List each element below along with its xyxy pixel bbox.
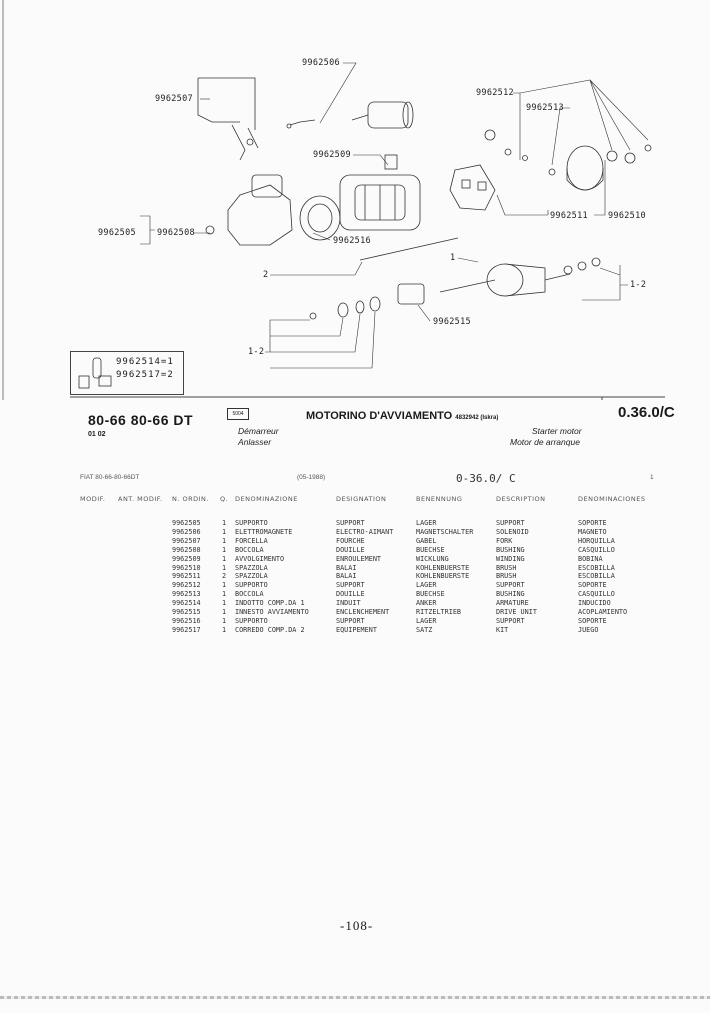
callout-9962516: 9962516	[333, 236, 371, 246]
meta-date: (05-1988)	[297, 474, 326, 481]
cell-fr: BALAI	[336, 563, 357, 572]
cell-en: BRUSH	[496, 572, 517, 581]
callout-9962511: 9962511	[550, 211, 588, 221]
meta-model: FIAT 80-66-80-66DT	[80, 474, 140, 481]
cell-en: SUPPORT	[496, 519, 525, 527]
cell-fr: SUPPORT	[336, 519, 365, 527]
col-modif: MODIF.	[80, 495, 106, 503]
col-designation: DESIGNATION	[336, 495, 387, 503]
cell-de: LAGER	[416, 519, 437, 527]
callout-9962513: 9962513	[526, 103, 564, 113]
cell-de: BUECHSE	[416, 590, 445, 599]
cell-es: INDUCIDO	[578, 599, 611, 608]
cell-q: 1	[222, 581, 227, 590]
cell-it: INDOTTO COMP.DA 1	[235, 599, 305, 608]
rod-part	[360, 238, 458, 260]
cell-es: ESCOBILLA	[578, 572, 615, 581]
cell-q: 1	[222, 519, 227, 527]
housing-part	[206, 175, 340, 245]
cell-n: 9962516	[172, 616, 201, 625]
callout-2: 2	[263, 270, 269, 280]
cell-es: SOPORTE	[578, 581, 607, 590]
cell-es: CASQUILLO	[578, 545, 615, 554]
armature-part	[440, 258, 600, 296]
cell-it: SUPPORTO	[235, 519, 268, 527]
cell-de: GABEL	[416, 536, 437, 545]
table-row	[0, 590, 710, 599]
cell-n: 9962507	[172, 536, 201, 545]
cell-q: 1	[222, 536, 227, 545]
cell-n: 9962506	[172, 527, 201, 536]
callout-9962505: 9962505	[98, 228, 136, 238]
cell-n: 9962510	[172, 563, 201, 572]
cell-n: 9962509	[172, 554, 201, 563]
cell-fr: DOUILLE	[336, 545, 365, 554]
cell-es: CASQUILLO	[578, 590, 615, 599]
cell-q: 1	[222, 545, 227, 554]
table-row	[0, 608, 710, 617]
cell-de: SATZ	[416, 625, 433, 634]
callout-9962507: 9962507	[155, 94, 193, 104]
cell-n: 9962513	[172, 590, 201, 599]
callout-1: 1	[450, 253, 456, 263]
cell-es: HORQUILLA	[578, 536, 615, 545]
col-benennung: BENENNUNG	[416, 495, 463, 503]
table-row	[0, 537, 710, 546]
callout-9962508: 9962508	[157, 228, 195, 238]
cell-de: MAGNETSCHALTER	[416, 527, 474, 536]
winding-part	[340, 155, 420, 230]
cell-en: BRUSH	[496, 563, 517, 572]
cell-q: 2	[222, 572, 227, 581]
callout-9962512: 9962512	[476, 88, 514, 98]
cell-de: LAGER	[416, 581, 437, 590]
cell-it: BOCCOLA	[235, 545, 264, 554]
brush-holder-part	[450, 130, 528, 210]
cell-q: 1	[222, 563, 227, 572]
title-text: MOTORINO D'AVVIAMENTO	[306, 410, 453, 422]
cell-es: ESCOBILLA	[578, 563, 615, 572]
col-n-ordin: N. ORDIN.	[172, 495, 209, 503]
cell-fr: SUPPORT	[336, 581, 365, 590]
title-es: Motor de arranque	[510, 437, 580, 447]
cell-fr: ELECTRO-AIMANT	[336, 527, 394, 536]
col-description: DESCRIPTION	[496, 495, 546, 503]
cell-es: SOPORTE	[578, 616, 607, 625]
cell-fr: SUPPORT	[336, 616, 365, 625]
meta-sheet-number: 1	[650, 474, 654, 481]
callout-9962510: 9962510	[608, 211, 646, 221]
fork-part	[198, 78, 258, 160]
cell-q: 1	[222, 599, 227, 608]
cell-en: FORK	[496, 536, 513, 545]
col-q: Q.	[220, 495, 229, 503]
cell-es: JUEGO	[578, 625, 599, 634]
callout-9962509: 9962509	[313, 150, 351, 160]
meta-reference: 0-36.0/ C	[456, 472, 516, 485]
col-denominazione: DENOMINAZIONE	[235, 495, 298, 503]
cell-fr: EQUIPEMENT	[336, 625, 377, 634]
cell-fr: INDUIT	[336, 599, 361, 608]
title-de: Anlasser	[238, 437, 272, 447]
scan-edge	[0, 996, 710, 999]
cell-de: KOHLENBUERSTE	[416, 572, 470, 581]
cell-en: DRIVE UNIT	[496, 608, 537, 616]
cell-n: 9962512	[172, 581, 201, 590]
cell-it: SUPPORTO	[235, 581, 268, 590]
callout-1-2-right: 1-2	[630, 280, 647, 290]
group-reference: 0.36.0/C	[618, 404, 675, 421]
model-variants: 01 02	[88, 431, 106, 438]
page-number: -108-	[340, 918, 374, 933]
cell-es: ACOPLAMIENTO	[578, 608, 628, 616]
cell-q: 1	[222, 590, 227, 599]
table-row	[0, 581, 710, 590]
page-title	[306, 410, 498, 422]
group-code-box: 5004	[227, 408, 249, 420]
cell-de: KOHLENBUERSTE	[416, 563, 470, 572]
cell-en: SUPPORT	[496, 581, 525, 590]
cell-n: 9962515	[172, 608, 201, 616]
cell-es: SOPORTE	[578, 519, 607, 527]
cell-en: BUSHING	[496, 545, 525, 554]
table-row	[0, 572, 710, 581]
cell-de: BUECHSE	[416, 545, 445, 554]
callout-9962506: 9962506	[302, 58, 340, 68]
cell-en: BUSHING	[496, 590, 525, 599]
cell-it: AVVOLGIMENTO	[235, 554, 285, 563]
cell-en: KIT	[496, 625, 509, 634]
cell-q: 1	[222, 527, 227, 536]
table-row	[0, 519, 710, 528]
cell-es: BOBINA	[578, 554, 603, 563]
inset-line-1: 9962514=1	[116, 357, 174, 367]
callout-9962515: 9962515	[433, 317, 471, 327]
cell-q: 1	[222, 554, 227, 563]
title-part-number: 4832942 (Iskra)	[455, 415, 499, 421]
cell-n: 9962514	[172, 599, 201, 608]
cell-it: BOCCOLA	[235, 590, 264, 599]
table-row	[0, 599, 710, 608]
col-ant-modif: ANT. MODIF.	[118, 495, 163, 503]
cell-q: 1	[222, 625, 227, 634]
cell-fr: ENCLENCHEMENT	[336, 608, 390, 616]
cell-es: MAGNETO	[578, 527, 607, 536]
title-fr: Démarreur	[238, 426, 279, 436]
cell-it: FORCELLA	[235, 536, 268, 545]
cell-de: LAGER	[416, 616, 437, 625]
cell-it: CORREDO COMP.DA 2	[235, 625, 305, 634]
cell-it: INNESTO AVVIAMENTO	[235, 608, 309, 616]
cell-n: 9962505	[172, 519, 201, 527]
title-en: Starter motor	[532, 426, 582, 436]
model-name: 80-66 80-66 DT	[88, 412, 194, 428]
inset-line-2: 9962517=2	[116, 370, 174, 380]
cell-q: 1	[222, 616, 227, 625]
table-row	[0, 564, 710, 573]
cell-n: 9962511	[172, 572, 201, 581]
cell-it: SUPPORTO	[235, 616, 268, 625]
cell-de: WICKLUNG	[416, 554, 449, 563]
cell-q: 1	[222, 608, 227, 616]
col-denominaciones: DENOMINACIONES	[578, 495, 646, 503]
end-cap-part	[549, 145, 651, 190]
cell-en: WINDING	[496, 554, 525, 563]
cell-n: 9962517	[172, 625, 201, 634]
drive-unit-part	[310, 284, 424, 319]
cell-fr: ENROULEMENT	[336, 554, 382, 563]
cell-it: SPAZZOLA	[235, 563, 268, 572]
table-row	[0, 626, 710, 635]
callout-1-2-left: 1-2	[248, 347, 265, 357]
cell-en: SUPPORT	[496, 616, 525, 625]
cell-fr: FOURCHE	[336, 536, 365, 545]
table-row	[0, 546, 710, 555]
cell-it: SPAZZOLA	[235, 572, 268, 581]
cell-de: RITZELTRIEB	[416, 608, 462, 616]
cell-de: ANKER	[416, 599, 437, 608]
table-row	[0, 617, 710, 626]
cell-it: ELETTROMAGNETE	[235, 527, 293, 536]
kit-icon	[75, 354, 115, 394]
cell-fr: DOUILLE	[336, 590, 365, 599]
cell-n: 9962508	[172, 545, 201, 554]
table-row	[0, 555, 710, 564]
cell-en: ARMATURE	[496, 599, 529, 608]
cell-en: SOLENOID	[496, 527, 529, 536]
table-row	[0, 528, 710, 537]
solenoid-part	[287, 102, 413, 128]
cell-fr: BALAI	[336, 572, 357, 581]
exploded-diagram	[0, 0, 710, 400]
